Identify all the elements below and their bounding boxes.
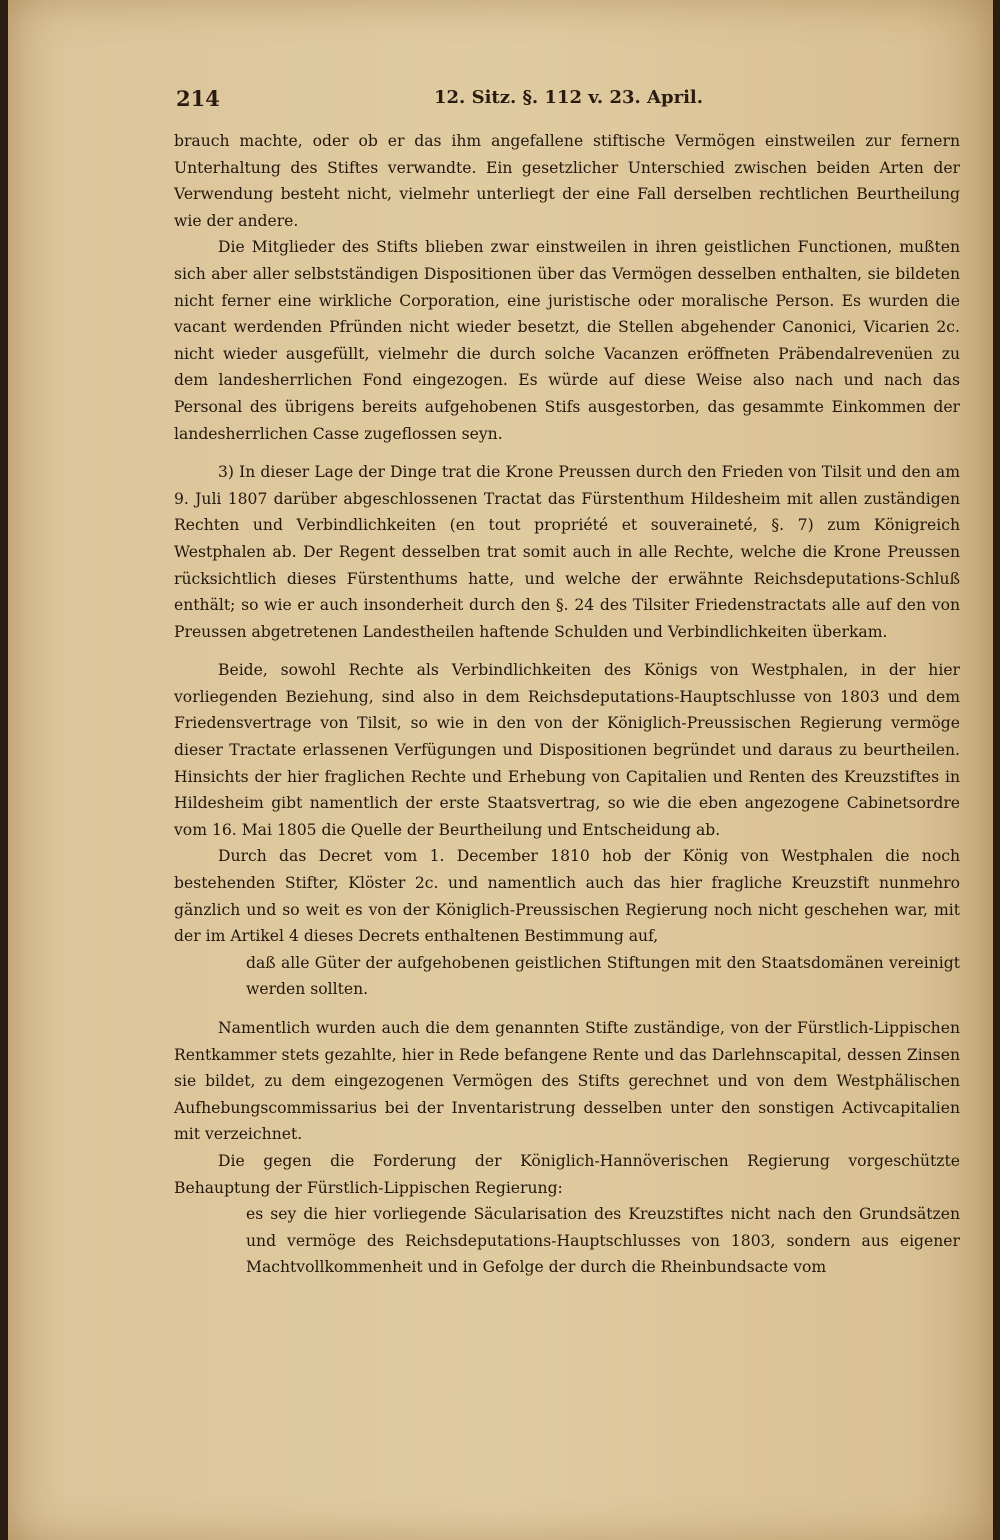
page-number: 214 [176,86,220,111]
page-header [176,86,945,116]
book-page [8,0,993,1540]
quoted-provision: daß alle Güter der aufgehobenen geistlichen Stiftungen mit den Staatsdomänen vereinigt werden sollten. [246,953,960,999]
paragraph: 3) In dieser Lage der Dinge trat die Krone Preussen durch den Frieden von Tilsit und den am 9. Juli 1807 darüber abgeschlossenen Tractat das Fürstenthum Hildesheim mit allen zuständigen Rechten und Verbindlichkeiten (en tout propriété et souveraineté, §. 7) zum Königreich Westphalen ab. Der Regent desselben trat somit auch in alle Rechte, welche die Krone Preussen rücksichtlich dieses Fürstenthums hatte, und welche der erwähnte Reichsdeputations-Schluß enthält; so wie er auch insonderheit durch den §. 24 des Tilsiter Friedenstractats alle auf den von Preussen abgetretenen Landestheilen haftende Schulden und Verbindlichkeiten überkam. [174,463,960,641]
paragraph: Durch das Decret vom 1. December 1810 hob der König von Westphalen die noch bestehenden Stifter, Klöster 2c. und namentlich auch das hier fragliche Kreuzstift nunmehro gänzlich und so weit es von der Königlich-Preussischen Regierung noch nicht geschehen war, mit der im Artikel 4 dieses Decrets enthaltenen Bestimmung auf, [174,847,960,946]
body-text [174,128,960,1281]
paragraph: Beide, sowohl Rechte als Verbindlichkeiten des Königs von Westphalen, in der hier vorliegenden Beziehung, sind also in dem Reichsdeputations-Hauptschlusse von 1803 und dem Friedensvertrage von Tilsit, so wie in den von der Königlich-Preussischen Regierung vermöge dieser Tractate erlassenen Verfügungen und Dispositionen begründet und daraus zu beurtheilen. Hinsichts der hier fraglichen Rechte und Erhebung von Capitalien und Renten des Kreuzstiftes in Hildesheim gibt namentlich der erste Staatsvertrag, so wie die eben angezogene Cabinetsordre vom 16. Mai 1805 die Quelle der Beurtheilung und Entscheidung ab. [174,661,960,839]
paragraph: Die Mitglieder des Stifts blieben zwar einstweilen in ihren geistlichen Functionen, mußten sich aber aller selbstständigen Dispositionen über das Vermögen desselben enthalten, sie bildeten nicht ferner eine wirkliche Corporation, eine juristische oder moralische Person. Es wurden die vacant werdenden Pfründen nicht wieder besetzt, die Stellen abgehender Canonici, Vicarien 2c. nicht wieder ausgefüllt, vielmehr die durch solche Vacanzen eröffneten Präbendalrevenüen zu dem landesherrlichen Fond eingezogen. Es würde auf diese Weise also nach und nach das Personal des übrigens bereits aufgehobenen Stifs ausgestorben, das gesammte Einkommen der landesherrlichen Casse zugeflossen seyn. [174,238,960,443]
paragraph: Namentlich wurden auch die dem genannten Stifte zuständige, von der Fürstlich-Lippischen Rentkammer stets gezahlte, hier in Rede befangene Rente und das Darlehnscapital, dessen Zinsen sie bildet, zu dem eingezogenen Vermögen des Stifts gerechnet und von dem Westphälischen Aufhebungscommissarius bei der Inventaristrung desselben unter den sonstigen Activcapitalien mit verzeichnet. [174,1019,960,1144]
paragraph: Die gegen die Forderung der Königlich-Hannöverischen Regierung vorgeschützte Behauptung der Fürstlich-Lippischen Regierung: [174,1151,960,1197]
running-head: 12. Sitz. §. 112 v. 23. April. [434,87,704,108]
quoted-assertion: es sey die hier vorliegende Säcularisation des Kreuzstiftes nicht nach den Grundsätzen und vermöge des Reichsdeputations-Hauptschlusses von 1803, sondern aus eigener Machtvollkommenheit und in Gefolge der durch die Rheinbundsacte vom [246,1205,960,1277]
paragraph: brauch machte, oder ob er das ihm angefallene stiftische Vermögen einstweilen zur fernern Unterhaltung des Stiftes verwandte. Ein gesetzlicher Unterschied zwischen beiden Arten der Verwendung besteht nicht, vielmehr unterliegt der eine Fall derselben rechtlichen Beurtheilung wie der andere. [174,132,960,230]
